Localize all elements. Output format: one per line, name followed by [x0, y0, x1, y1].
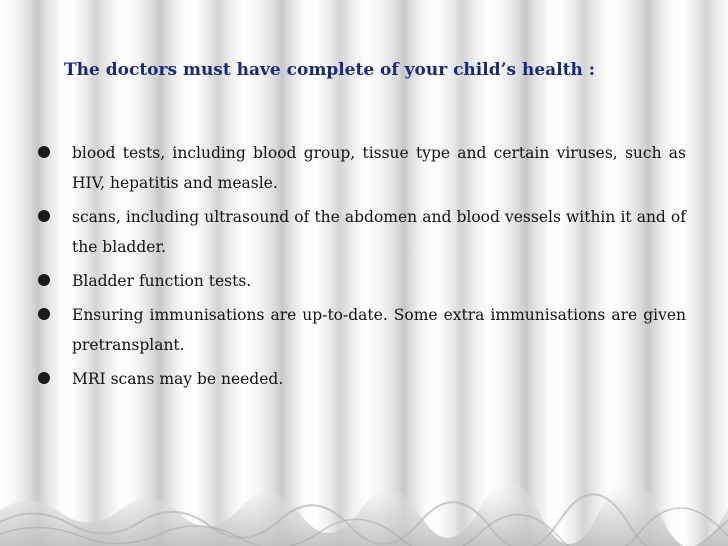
list-item-text: Bladder function tests. [72, 272, 252, 290]
list-item-text: MRI scans may be needed. [72, 370, 284, 388]
bullet-dot-icon [38, 308, 50, 320]
bullet-dot-icon [38, 210, 50, 222]
list-item [30, 300, 686, 360]
curtain-hem-decoration [0, 470, 728, 546]
list-item-text: blood tests, including blood group, tissue type and certain viruses, such as HIV, hepatitis and measle. [72, 144, 686, 192]
list-item-text: scans, including ultrasound of the abdomen and blood vessels within it and of the bladder. [72, 208, 686, 256]
bullet-dot-icon [38, 372, 50, 384]
list-item [30, 266, 686, 296]
bullet-list [30, 138, 686, 398]
list-item [30, 138, 686, 198]
bullet-dot-icon [38, 274, 50, 286]
list-item [30, 364, 686, 394]
slide-title: The doctors must have complete of your child’s health : [64, 60, 596, 80]
list-item [30, 202, 686, 262]
list-item-text: Ensuring immunisations are up-to-date. Some extra immunisations are given pretransplant. [72, 306, 686, 354]
bullet-dot-icon [38, 146, 50, 158]
